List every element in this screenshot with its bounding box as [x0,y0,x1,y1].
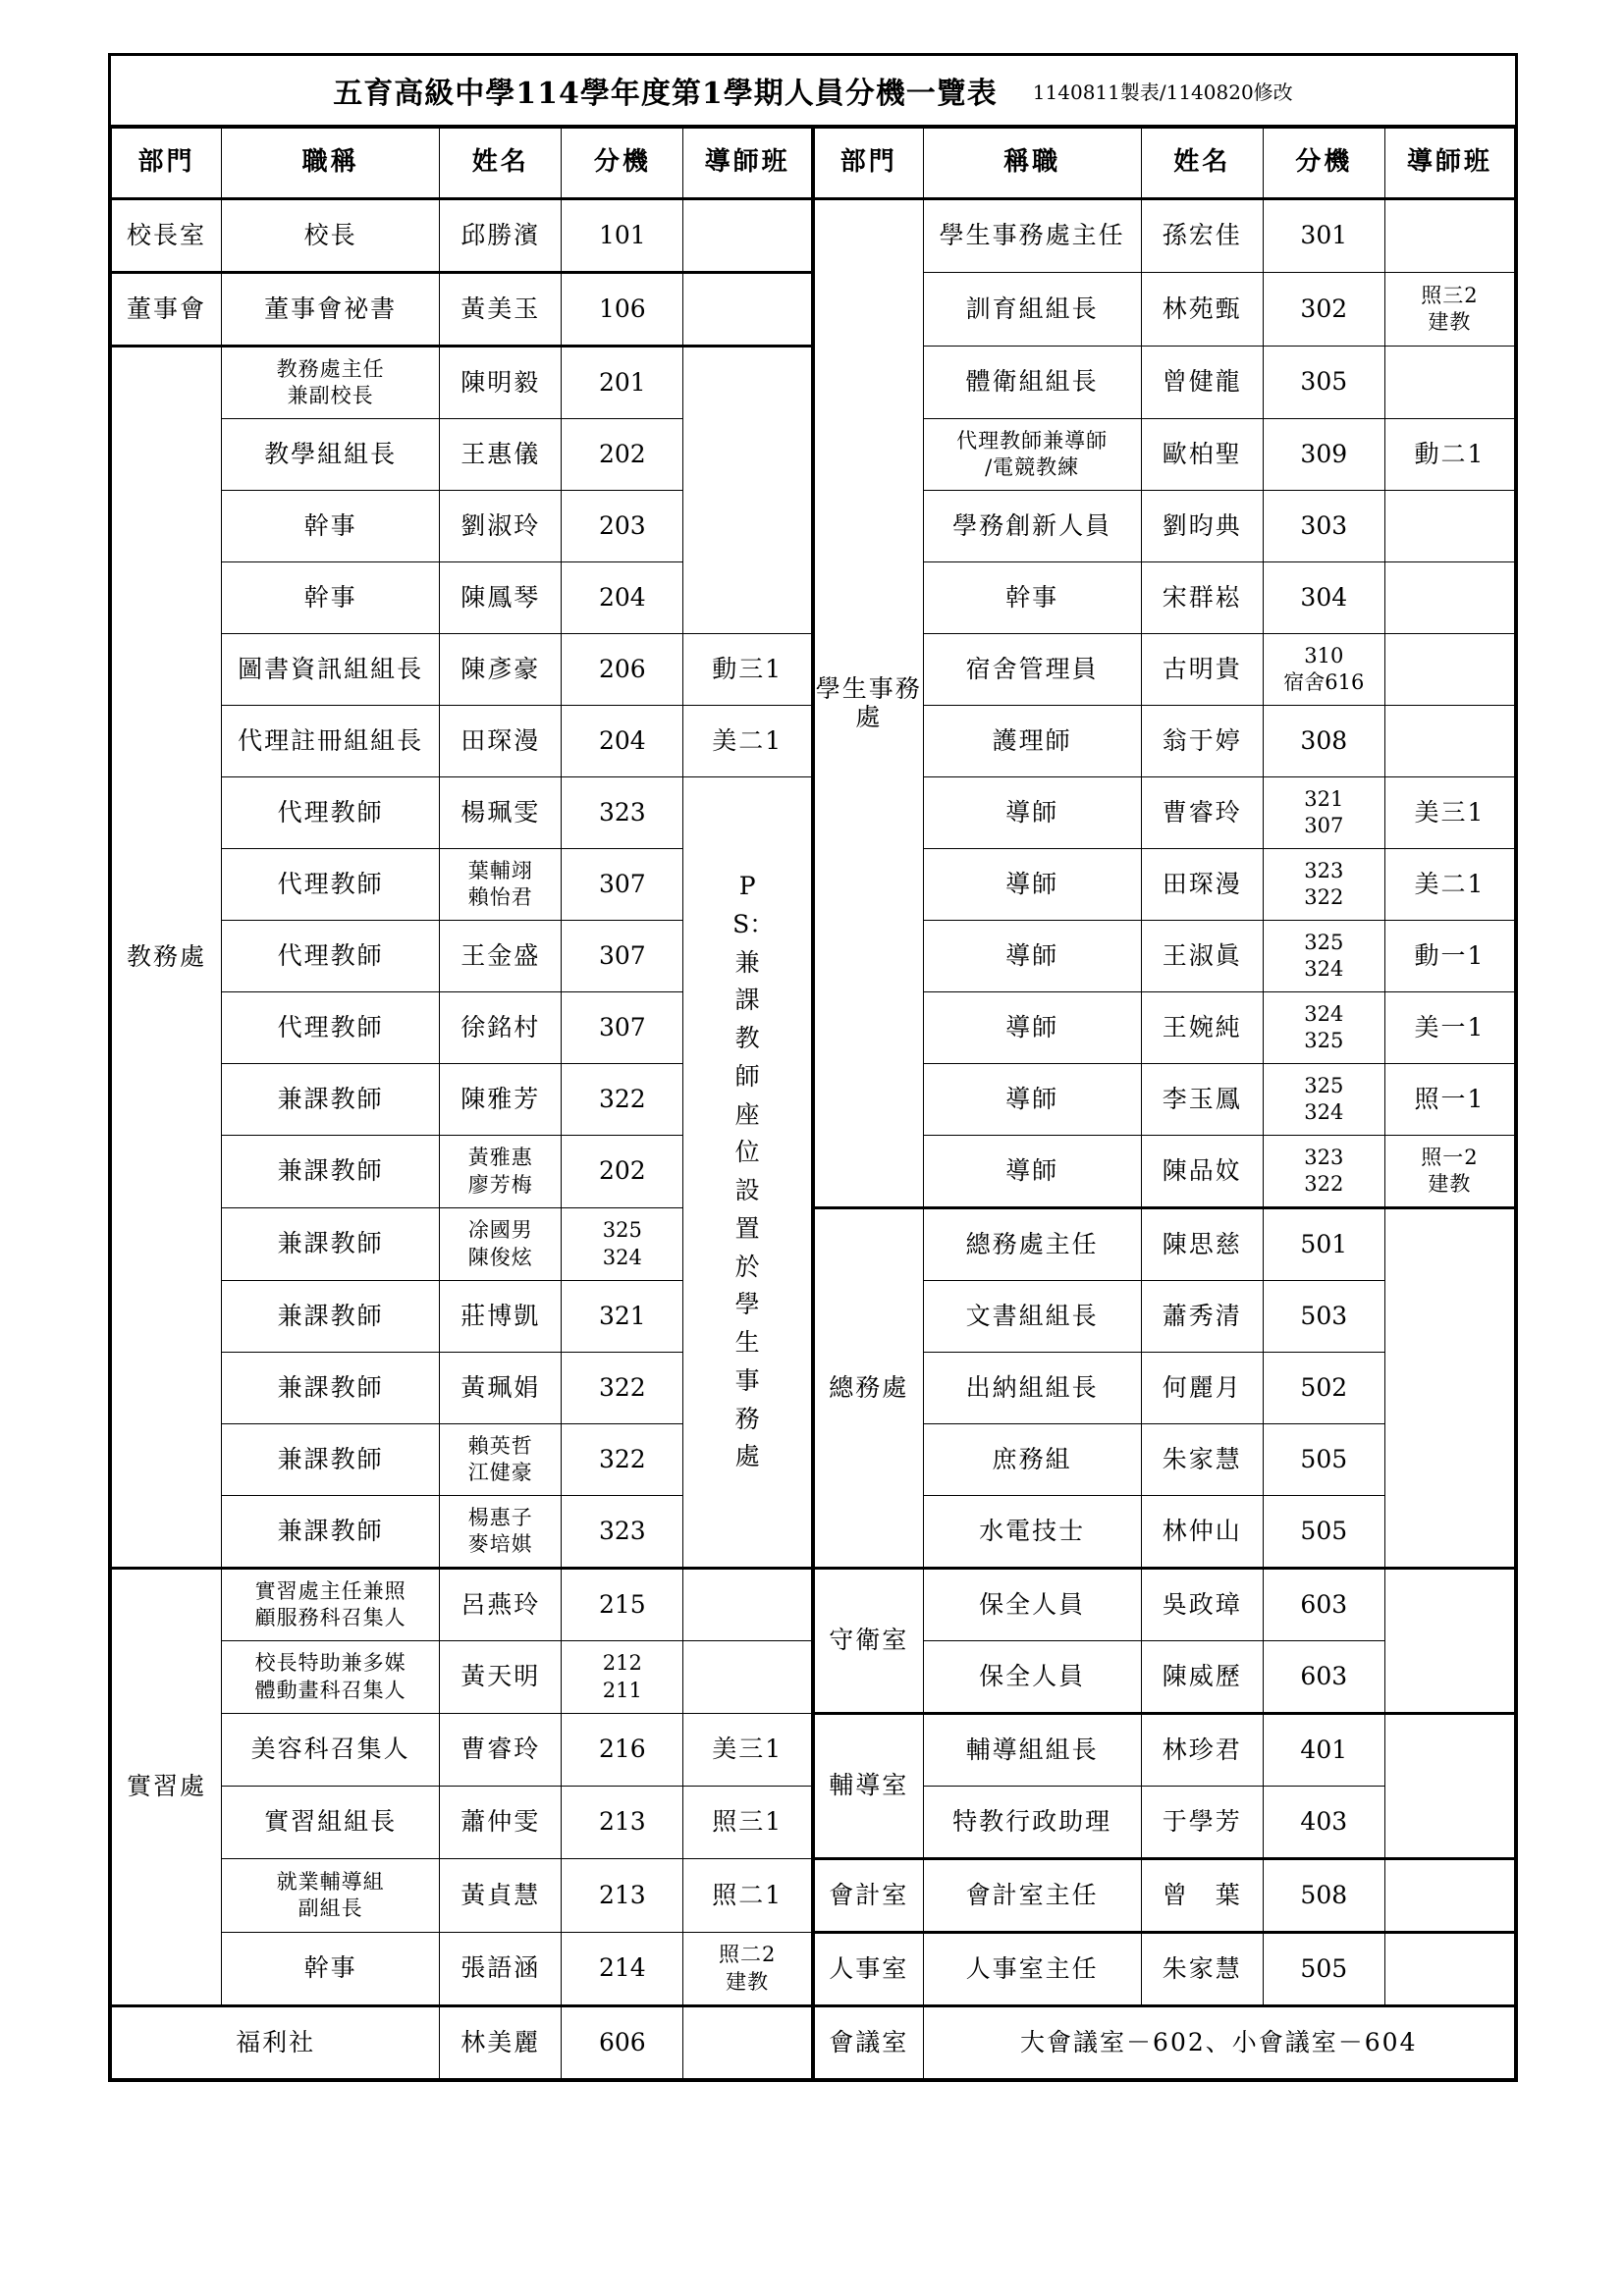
title-cell-line: 代理教師兼導師 [956,428,1109,453]
name-cell: 何麗月 [1141,1353,1263,1424]
ext-cell: 322 [562,1424,683,1496]
class-cell: 照三1 [683,1787,813,1859]
name-cell: 陳鳳琴 [440,562,562,634]
name-cell: 林苑甄 [1141,273,1263,347]
column-header: 分機 [1263,129,1384,199]
ext-cell: 606 [562,2006,683,2079]
title-cell: 兼課教師 [222,1424,440,1496]
ext-cell: 201 [562,347,683,419]
column-header: 導師班 [1384,129,1514,199]
header [111,56,1515,128]
title-cell: 代理註冊組組長 [222,706,440,777]
table-row [112,199,1515,273]
title-cell [222,347,440,419]
name-cell: 王淑眞 [1141,921,1263,992]
name-cell: 陳彥豪 [440,634,562,706]
dept-cell: 教務處 [112,347,222,1569]
ext-cell-line: 324 [1304,1100,1344,1124]
title-cell: 代理教師 [222,992,440,1064]
title-cell [923,419,1141,491]
dept-cell: 輔導室 [813,1714,923,1859]
title-cell: 會計室主任 [923,1859,1141,1933]
ext-cell: 603 [1263,1641,1384,1714]
dept-cell: 守衛室 [813,1569,923,1714]
dept-cell: 校長室 [112,199,222,273]
name-cell-line: 楊惠子 [467,1505,533,1529]
class-cell [1384,199,1514,273]
class-cell: 美三1 [683,1714,813,1787]
name-cell: 王金盛 [440,921,562,992]
name-cell: 黃珮娟 [440,1353,562,1424]
class-cell [1384,347,1514,419]
ext-cell-line: 307 [1304,814,1344,837]
dept-cell: 董事會 [112,273,222,347]
name-cell: 曾健龍 [1141,347,1263,419]
ext-cell-line: 324 [602,1245,642,1269]
title-cell: 幹事 [222,562,440,634]
ext-cell [1263,992,1384,1064]
ext-cell-line: 322 [1304,885,1344,909]
ext-cell: 213 [562,1787,683,1859]
name-cell: 朱家慧 [1141,1424,1263,1496]
name-cell: 吳政璋 [1141,1569,1263,1641]
table-row [112,1714,1515,1787]
ext-cell-line: 211 [602,1678,642,1702]
name-cell: 古明貴 [1141,634,1263,706]
ext-cell [1263,634,1384,706]
title-cell-line: 校長特助兼多媒 [254,1651,406,1676]
name-cell: 田琛漫 [440,706,562,777]
title-cell: 幹事 [923,562,1141,634]
ext-cell: 202 [562,1136,683,1208]
name-cell: 陳雅芳 [440,1064,562,1136]
ext-cell: 323 [562,1496,683,1569]
name-cell: 林珍君 [1141,1714,1263,1787]
class-cell [683,273,813,347]
class-cell [1384,1208,1514,1569]
dept-cell: 會議室 [813,2006,923,2079]
column-header: 分機 [562,129,683,199]
title-cell: 訓育組組長 [923,273,1141,347]
title-cell: 董事會祕書 [222,273,440,347]
name-cell: 楊珮雯 [440,777,562,849]
class-cell [1384,1136,1514,1208]
title-cell: 特教行政助理 [923,1787,1141,1859]
name-cell: 王惠儀 [440,419,562,491]
ext-cell [1263,1064,1384,1136]
class-cell [1384,706,1514,777]
title-cell: 幹事 [222,491,440,562]
name-cell: 曹睿玲 [1141,777,1263,849]
class-cell [683,199,813,273]
title-cell: 兼課教師 [222,1208,440,1281]
class-cell-line: 照二2 [718,1943,777,1967]
title-cell [222,1859,440,1933]
title-cell: 圖書資訊組組長 [222,634,440,706]
name-cell: 陳威歷 [1141,1641,1263,1714]
class-cell [1384,1933,1514,2006]
directory-table [111,128,1515,2079]
title-cell: 兼課教師 [222,1281,440,1353]
class-cell [1384,1859,1514,1933]
ext-cell-line: 323 [1304,1145,1344,1169]
column-header: 導師班 [683,129,813,199]
name-cell: 張語涵 [440,1933,562,2006]
title-cell: 兼課教師 [222,1136,440,1208]
ext-cell-line: 宿舍616 [1283,670,1365,694]
header-row [112,129,1515,199]
title-cell: 導師 [923,1064,1141,1136]
name-cell: 宋群崧 [1141,562,1263,634]
page-title: 五育高級中學114學年度第1學期人員分機一覽表 [333,77,998,111]
title-cell: 人事室主任 [923,1933,1141,2006]
title-cell: 護理師 [923,706,1141,777]
title-cell: 代理教師 [222,849,440,921]
ext-cell: 322 [562,1064,683,1136]
ext-cell-line: 325 [1304,1073,1344,1097]
class-cell [683,2006,813,2079]
title-cell: 兼課教師 [222,1496,440,1569]
title-cell: 幹事 [222,1933,440,2006]
class-cell [1384,273,1514,347]
title-cell: 導師 [923,849,1141,921]
name-cell: 黃天明 [440,1641,562,1714]
ext-cell: 503 [1263,1281,1384,1353]
title-cell-line: 就業輔導組 [276,1869,385,1894]
ps-note-text: PS：兼課教師座位設置於學生事務處 [732,872,775,1471]
ext-cell: 401 [1263,1714,1384,1787]
ext-cell: 302 [1263,273,1384,347]
dept-cell: 人事室 [813,1933,923,2006]
name-cell: 歐柏聖 [1141,419,1263,491]
title-cell: 美容科召集人 [222,1714,440,1787]
column-header: 姓名 [1141,129,1263,199]
ext-cell: 505 [1263,1933,1384,2006]
title-cell: 輔導組組長 [923,1714,1141,1787]
class-cell: 動二1 [1384,419,1514,491]
class-cell [1384,491,1514,562]
column-header: 部門 [813,129,923,199]
class-cell: 美一1 [1384,992,1514,1064]
title-cell: 水電技士 [923,1496,1141,1569]
name-cell: 林仲山 [1141,1496,1263,1569]
ext-cell: 505 [1263,1424,1384,1496]
name-cell: 陳思慈 [1141,1208,1263,1281]
title-cell: 總務處主任 [923,1208,1141,1281]
name-cell: 林美麗 [440,2006,562,2079]
name-cell: 劉昀典 [1141,491,1263,562]
class-cell: 美二1 [1384,849,1514,921]
name-cell-line: 凃國男 [467,1218,533,1243]
title-cell: 宿舍管理員 [923,634,1141,706]
table-row [112,1208,1515,1281]
ps-note [683,777,813,1569]
title-cell: 導師 [923,1136,1141,1208]
ext-cell [1263,1136,1384,1208]
class-cell-line: 建教 [1428,310,1472,334]
ext-cell: 307 [562,849,683,921]
title-cell: 實習組組長 [222,1787,440,1859]
revision-note: 1140811製表/1140820修改 [1032,80,1293,104]
ext-cell-line: 324 [1304,957,1344,981]
ext-cell-line: 321 [1304,786,1344,811]
column-header: 部門 [112,129,222,199]
ext-cell: 216 [562,1714,683,1787]
table-row [112,1859,1515,1933]
ext-cell: 202 [562,419,683,491]
class-cell: 美三1 [1384,777,1514,849]
title-cell-line: 兼副校長 [287,384,374,407]
column-header: 姓名 [440,129,562,199]
ext-cell: 206 [562,634,683,706]
name-cell: 田琛漫 [1141,849,1263,921]
title-cell: 保全人員 [923,1569,1141,1641]
name-cell: 陳品妏 [1141,1136,1263,1208]
title-cell: 出納組組長 [923,1353,1141,1424]
ext-cell [1263,849,1384,921]
name-cell: 曾 葉 [1141,1859,1263,1933]
ext-cell: 501 [1263,1208,1384,1281]
ext-cell: 301 [1263,199,1384,273]
ext-cell: 305 [1263,347,1384,419]
title-cell: 代理教師 [222,777,440,849]
ext-cell [562,1208,683,1281]
title-cell: 學生事務處主任 [923,199,1141,273]
ext-cell: 508 [1263,1859,1384,1933]
title-cell-line: 實習處主任兼照 [254,1578,406,1603]
ext-cell: 603 [1263,1569,1384,1641]
dept-cell: 學生事務處 [813,199,923,1208]
column-header: 職稱 [222,129,440,199]
ext-cell: 203 [562,491,683,562]
ext-cell: 204 [562,706,683,777]
welfare-label: 福利社 [112,2006,440,2079]
title-cell-line: /電競教練 [985,455,1080,479]
class-cell [1384,634,1514,706]
title-cell [222,1569,440,1641]
name-cell-line: 陳俊炫 [467,1245,533,1269]
title-cell: 導師 [923,777,1141,849]
title-cell: 導師 [923,992,1141,1064]
name-cell: 李玉鳳 [1141,1064,1263,1136]
title-cell: 文書組組長 [923,1281,1141,1353]
ext-cell: 304 [1263,562,1384,634]
class-cell [683,347,813,634]
title-cell: 兼課教師 [222,1064,440,1136]
class-cell: 美二1 [683,706,813,777]
ext-cell: 106 [562,273,683,347]
ext-cell: 215 [562,1569,683,1641]
ext-cell: 309 [1263,419,1384,491]
class-cell-line: 照一2 [1421,1145,1479,1169]
ext-cell: 321 [562,1281,683,1353]
title-cell: 校長 [222,199,440,273]
name-cell: 劉淑玲 [440,491,562,562]
ext-cell: 213 [562,1859,683,1933]
class-cell: 動一1 [1384,921,1514,992]
title-cell-line: 顧服務科召集人 [254,1606,406,1629]
class-cell [1384,1569,1514,1714]
name-cell: 孫宏佳 [1141,199,1263,273]
name-cell [440,849,562,921]
ext-cell: 214 [562,1933,683,2006]
class-cell [683,1569,813,1641]
name-cell: 黃美玉 [440,273,562,347]
class-cell-line: 照三2 [1421,283,1479,307]
ext-cell: 303 [1263,491,1384,562]
name-cell-line: 廖芳梅 [467,1172,533,1197]
ext-cell-line: 212 [602,1651,642,1676]
name-cell-line: 賴怡君 [467,885,533,909]
class-cell [1384,562,1514,634]
name-cell: 翁于婷 [1141,706,1263,777]
title-cell: 代理教師 [222,921,440,992]
title-cell: 體衛組組長 [923,347,1141,419]
name-cell: 王婉純 [1141,992,1263,1064]
class-cell: 照二1 [683,1859,813,1933]
title-cell: 學務創新人員 [923,491,1141,562]
ext-cell-line: 323 [1304,858,1344,882]
name-cell-line: 葉輔翊 [467,858,533,882]
ext-cell: 505 [1263,1496,1384,1569]
table-row [112,1933,1515,2006]
ext-cell: 204 [562,562,683,634]
class-cell-line: 建教 [726,1969,770,1994]
title-cell: 兼課教師 [222,1353,440,1424]
class-cell [683,1641,813,1714]
dept-cell: 總務處 [813,1208,923,1569]
extension-directory-sheet [108,53,1518,2082]
ext-cell: 322 [562,1353,683,1424]
column-header: 稱職 [923,129,1141,199]
title-cell: 庶務組 [923,1424,1141,1496]
name-cell [440,1424,562,1496]
ext-cell [1263,921,1384,992]
ext-cell-line: 325 [602,1218,642,1243]
title-cell: 教學組組長 [222,419,440,491]
ext-cell-line: 325 [1304,930,1344,954]
name-cell-line: 賴英哲 [467,1433,533,1458]
dept-cell: 會計室 [813,1859,923,1933]
name-cell: 莊博凱 [440,1281,562,1353]
directory-body [112,129,1515,2079]
title-cell: 保全人員 [923,1641,1141,1714]
name-cell: 于學芳 [1141,1787,1263,1859]
ext-cell: 323 [562,777,683,849]
title-cell-line: 教務處主任 [276,356,385,381]
name-cell-line: 黃雅惠 [467,1146,533,1170]
name-cell [440,1496,562,1569]
name-cell: 蕭仲雯 [440,1787,562,1859]
ext-cell-line: 325 [1304,1029,1344,1052]
class-cell: 動三1 [683,634,813,706]
name-cell: 徐銘村 [440,992,562,1064]
ext-cell [1263,777,1384,849]
meeting-info: 大會議室－602、小會議室－604 [923,2006,1514,2079]
ext-cell: 101 [562,199,683,273]
ext-cell [562,1641,683,1714]
name-cell-line: 麥培娸 [467,1532,533,1556]
name-cell-line: 江健豪 [467,1461,533,1484]
title-cell-line: 副組長 [298,1896,363,1920]
name-cell: 呂燕玲 [440,1569,562,1641]
ext-cell-line: 322 [1304,1172,1344,1196]
ext-cell: 403 [1263,1787,1384,1859]
class-cell: 照一1 [1384,1064,1514,1136]
name-cell: 陳明毅 [440,347,562,419]
name-cell: 曹睿玲 [440,1714,562,1787]
title-cell-line: 體動畫科召集人 [254,1678,406,1702]
class-cell [1384,1714,1514,1859]
ext-cell-line: 310 [1304,643,1344,667]
ext-cell: 308 [1263,706,1384,777]
ext-cell: 307 [562,992,683,1064]
class-cell [683,1933,813,2006]
ext-cell: 307 [562,921,683,992]
dept-cell: 實習處 [112,1569,222,2006]
name-cell [440,1136,562,1208]
name-cell: 蕭秀清 [1141,1281,1263,1353]
ext-cell: 502 [1263,1353,1384,1424]
table-row [112,2006,1515,2079]
ext-cell-line: 324 [1304,1001,1344,1026]
class-cell-line: 建教 [1428,1172,1472,1196]
name-cell: 黃貞慧 [440,1859,562,1933]
name-cell: 邱勝濱 [440,199,562,273]
title-cell: 導師 [923,921,1141,992]
name-cell [440,1208,562,1281]
title-cell [222,1641,440,1714]
table-row [112,1569,1515,1641]
name-cell: 朱家慧 [1141,1933,1263,2006]
